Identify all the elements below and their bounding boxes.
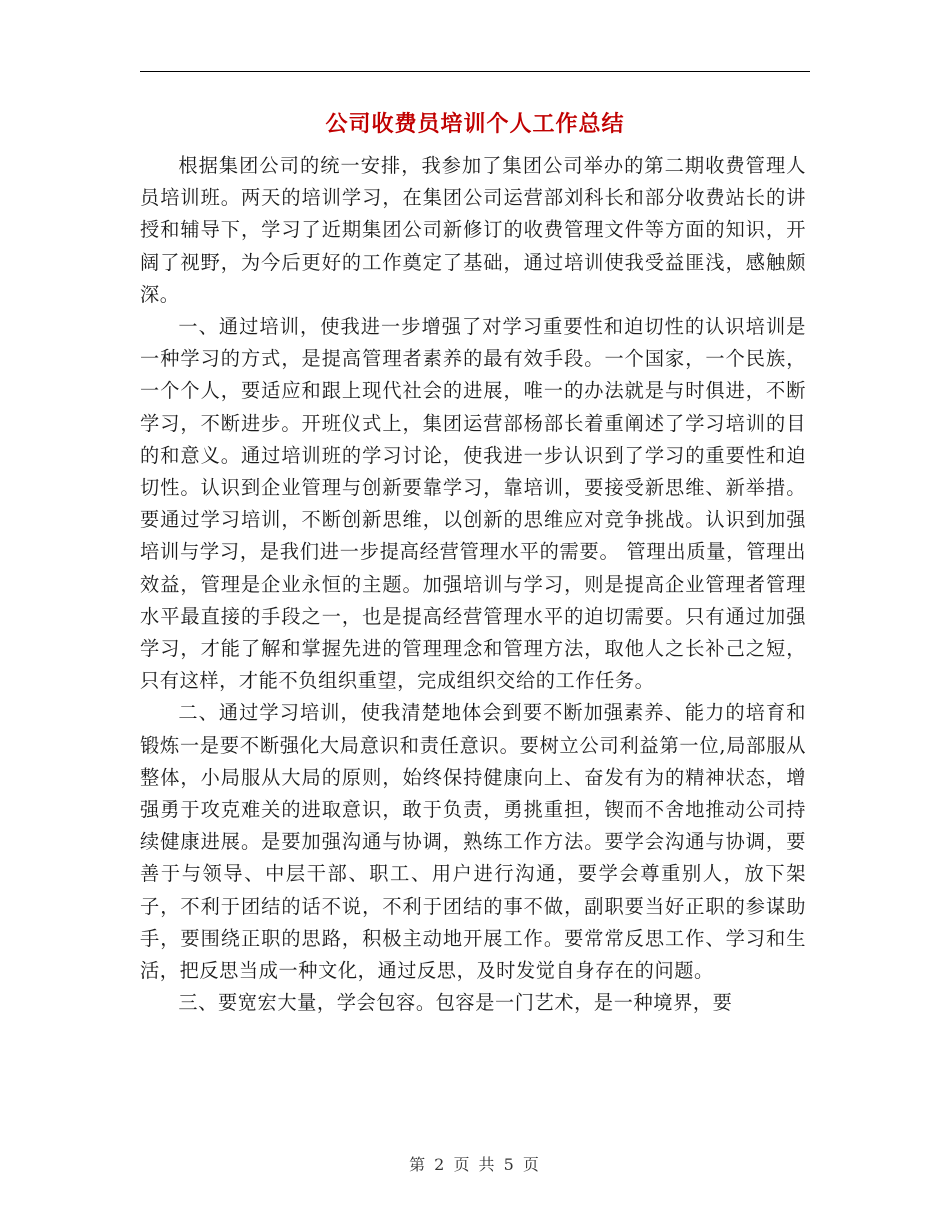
page-number: 第 2 页 共 5 页 <box>409 1155 541 1174</box>
document-body <box>140 150 806 1019</box>
paragraph-intro: 根据集团公司的统一安排，我参加了集团公司举办的第二期收费管理人员培训班。两天的培训学习，在集团公司运营部刘科长和部分收费站长的讲授和辅导下，学习了近期集团公司新修订的收费管理文件等方面的知识，开阔了视野，为今后更好的工作奠定了基础，通过培训使我受益匪浅，感触颇深。 <box>140 154 806 306</box>
document-title: 公司收费员培训个人工作总结 <box>325 111 625 137</box>
header-rule <box>140 71 810 72</box>
paragraph-section-1: 一、通过培训，使我进一步增强了对学习重要性和迫切性的认识培训是一种学习的方式，是提高管理者素养的最有效手段。一个国家，一个民族，一个个人，要适应和跟上现代社会的进展，唯一的办法就是与时俱进，不断学习，不断进步。开班仪式上，集团运营部杨部长着重阐述了学习培训的目的和意义。通过培训班的学习讨论，使我进一步认识到了学习的重要性和迫切性。认识到企业管理与创新要靠学习，靠培训，要接受新思维、新举措。要通过学习培训，不断创新思维，以创新的思维应对竞争挑战。认识到加强培训与学习，是我们进一步提高经营管理水平的需要。 管理出质量，管理出效益，管理是企业永恒的主题。加强培训与学习，则是提高企业管理者管理水平最直接的手段之一，也是提高经营管理水平的迫切需要。只有通过加强学习，才能了解和掌握先进的管理理念和管理方法，取他人之长补己之短，只有这样，才能不负组织重望，完成组织交给的工作任务。 <box>140 315 806 693</box>
paragraph-section-3: 三、要宽宏大量，学会包容。包容是一门艺术，是一种境界，要 <box>178 991 733 1015</box>
paragraph-section-2: 二、通过学习培训，使我清楚地体会到要不断加强素养、能力的培育和锻炼一是要不断强化大局意识和责任意识。要树立公司利益第一位,局部服从整体，小局服从大局的原则，始终保持健康向上、奋发有为的精神状态，增强勇于攻克难关的进取意识，敢于负责，勇挑重担，锲而不舍地推动公司持续健康进展。是要加强沟通与协调，熟练工作方法。要学会沟通与协调，要善于与领导、中层干部、职工、用户进行沟通，要学会尊重别人，放下架子，不利于团结的话不说，不利于团结的事不做，副职要当好正职的参谋助手，要围绕正职的思路，积极主动地开展工作。要常常反思工作、学习和生活，把反思当成一种文化，通过反思，及时发觉自身存在的问题。 <box>140 701 806 983</box>
